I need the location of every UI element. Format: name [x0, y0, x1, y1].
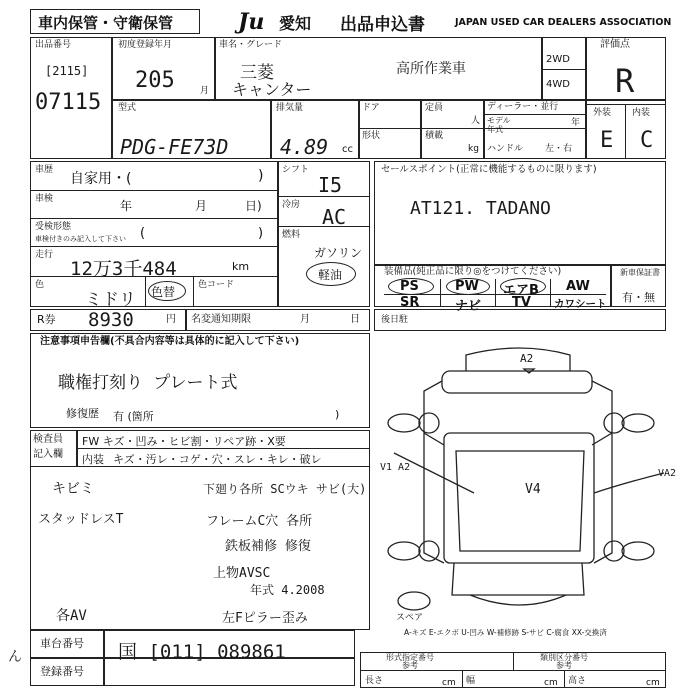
lot-number: 07115 [35, 90, 102, 115]
class-ref: 参考 [556, 661, 572, 670]
history-value: 自家用・( [70, 171, 132, 187]
model-label: 型式 [118, 103, 137, 113]
receive-close: ) [258, 226, 264, 241]
color-value: ミドリ [85, 290, 136, 310]
sales-value: AT121. TADANO [410, 198, 551, 219]
repair-value: 有 (箇所 [113, 410, 154, 423]
int-value: C [640, 128, 654, 153]
inspector-note-4: フレームC穴 各所 [206, 514, 313, 529]
color-code-label: 色コード [198, 280, 235, 290]
ac-label: 冷房 [282, 200, 301, 210]
cert-label: 形式指定番号 [386, 653, 434, 662]
length-unit: cm [442, 678, 456, 688]
equip-leather: カワシート [554, 298, 607, 310]
dealer-label: ディーラー・並行 [487, 102, 559, 112]
disp-unit: cc [342, 144, 353, 155]
equip-sr: SR [400, 295, 420, 310]
equip-airbag: エアB [503, 283, 539, 298]
name-value-1: 三菱 [240, 63, 274, 83]
repair-label: 修復歴 [66, 407, 99, 420]
drive-2wd: 2WD [546, 54, 570, 65]
equipment-label: 装備品(純正品に限り◎をつけてください) [384, 266, 562, 277]
history-label: 車歴 [35, 165, 54, 175]
receive-open: ( [140, 226, 146, 241]
model-year-label2: 年式 [487, 125, 503, 134]
logo-text: Ju [238, 9, 265, 35]
disp-label: 排気量 [276, 103, 304, 113]
inspector-int-row: キズ・汚レ・コゲ・穴・スレ・キレ・破レ [113, 453, 322, 466]
height-unit: cm [646, 678, 660, 688]
model-value: PDG-FE73D [120, 135, 229, 159]
diagram-mark-center: V4 [525, 482, 541, 497]
logo-prefecture: 愛知 [279, 14, 312, 33]
fuel-diesel: 軽油 [318, 268, 343, 282]
receive-label: 受検形態 [35, 222, 72, 232]
load-label: 積載 [425, 131, 444, 141]
inspector-note-5: 鉄板補修 修復 [225, 539, 311, 554]
recycle-unit: 円 [166, 314, 176, 325]
mileage-label: 走行 [35, 250, 54, 260]
chassis-value: 国 [011] 089861 [118, 641, 286, 663]
equip-pw: PW [455, 279, 479, 294]
inspection-year: 年 [120, 199, 133, 213]
width-unit: cm [544, 678, 558, 688]
notes-label: 注意事項申告欄(不具合内容等は具体的に記入して下さい) [40, 336, 300, 347]
rear-seat-box [374, 309, 666, 331]
reg-value: 205 [135, 68, 175, 93]
inspector-note-8: 各AV [56, 608, 87, 624]
ext-value: E [600, 128, 614, 153]
class-label: 類別区分番号 [540, 653, 588, 662]
repair-close: ) [335, 408, 340, 421]
diagram-mark-top: A2 [520, 352, 534, 365]
load-unit: kg [468, 144, 479, 154]
registration-label: 登録番号 [40, 665, 84, 678]
mileage-value: 12万3千484 [70, 258, 177, 280]
year-unit: 年 [571, 118, 581, 128]
form-title: 出品申込書 [340, 15, 425, 35]
association-name: JAPAN USED CAR DEALERS ASSOCIATION [455, 17, 672, 28]
width-label: 幅 [466, 676, 476, 686]
inspector-note-9: 左Fピラー歪み [222, 611, 308, 626]
grade-label: 評価点 [600, 39, 630, 50]
reg-month: 月 [200, 86, 210, 96]
cert-ref: 参考 [402, 661, 418, 670]
warranty-label: 新車保証書 [620, 268, 660, 277]
reg-label: 初度登録年月 [118, 40, 173, 50]
disp-value: 4.89 [280, 135, 329, 159]
inspector-note-6: 上物AVSC [213, 566, 271, 581]
handle-label: ハンドル [487, 144, 524, 154]
storage-label: 車内保管・守衛保管 [38, 14, 174, 32]
handle-value: 左・右 [545, 144, 573, 154]
car-outline-svg [374, 333, 666, 630]
logo [238, 9, 276, 33]
name-change-label: 名変通知期限 [191, 314, 251, 325]
grade-value: R [615, 62, 635, 100]
warranty-value: 有・無 [622, 291, 655, 304]
shape-label: 形状 [362, 131, 381, 141]
inspector-note-3: 下廻り各所 SCウキ サビ(大) [203, 482, 367, 496]
receive-sub: 車検付きのみ記入して下さい [35, 235, 126, 243]
equip-tv: TV [512, 295, 531, 310]
color-label: 色 [35, 280, 45, 290]
inspector-int-label: 内装 [82, 453, 104, 466]
drive-4wd: 4WD [546, 79, 570, 90]
name-label: 車名・グレード [219, 40, 283, 50]
lot-sub: [2115] [45, 64, 89, 78]
inspection-day: 日) [245, 199, 262, 213]
spare-label: スペア [396, 613, 424, 623]
equip-aw: AW [566, 279, 590, 294]
inspection-month: 月 [195, 199, 208, 213]
fuel-gas: ガソリン [314, 246, 363, 260]
fuel-label: 燃料 [282, 230, 301, 240]
ac-value: AC [322, 205, 347, 229]
inspector-fw-row: FW キズ・凹み・ヒビ割・リペア跡・X要 [82, 435, 286, 448]
name-value-3: 高所作業車 [396, 61, 466, 77]
shift-label: シフト [282, 165, 310, 175]
diagram-mark-left: V1 A2 [380, 462, 411, 473]
inspection-label: 車検 [35, 194, 54, 204]
rear-seat-label: 後日駐 [381, 315, 409, 325]
shift-value: I5 [318, 173, 343, 197]
inspector-label-2: 記入欄 [33, 449, 63, 460]
length-label: 長さ [365, 676, 384, 686]
ext-label: 外装 [593, 108, 612, 118]
mileage-unit: km [232, 260, 250, 273]
inspector-note-2: スタッドレスT [38, 512, 124, 527]
height-label: 高さ [568, 676, 587, 686]
cap-label: 定員 [425, 103, 444, 113]
name-change-day: 日 [350, 314, 360, 325]
history-close: ) [258, 168, 264, 184]
color-change: 色替 [151, 285, 176, 299]
inspector-note-7: 年式 4.2008 [250, 583, 325, 597]
notes-value: 職権打刻り プレート式 [58, 373, 238, 393]
recycle-label: R券 [37, 313, 56, 326]
car-diagram [374, 333, 666, 630]
chassis-label: 車台番号 [40, 637, 84, 650]
recycle-value: 8930 [88, 309, 134, 331]
equip-ps: PS [400, 279, 419, 294]
legend: A-キズ E-エクボ U-凹み W-補修跡 S-サビ C-腐食 XX-交換済 [404, 628, 607, 637]
name-change-month: 月 [300, 314, 310, 325]
inspector-note-1: キビミ [52, 481, 94, 497]
door-label: ドア [362, 103, 380, 113]
sales-label: セールスポイント(正常に機能するものに限ります) [381, 164, 597, 175]
int-label: 内装 [632, 108, 651, 118]
diagram-mark-right: VA2 [658, 468, 677, 479]
margin-mark: ん [8, 649, 22, 665]
cap-unit: 人 [471, 116, 481, 126]
name-value-2: キャンター [232, 80, 312, 99]
lot-label: 出品番号 [35, 40, 72, 50]
inspector-label-1: 検査員 [33, 434, 63, 445]
model-year-label: モデル [487, 116, 511, 125]
equip-navi: ナビ [455, 299, 482, 314]
